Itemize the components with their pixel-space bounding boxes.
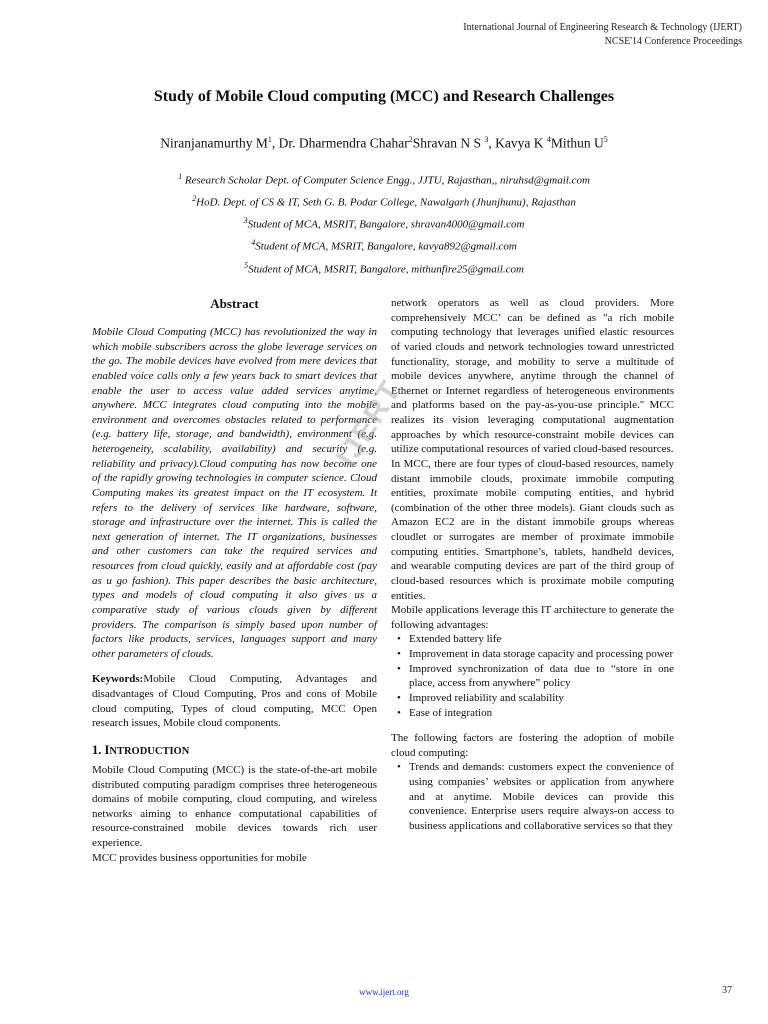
right-column xyxy=(391,296,674,834)
body-paragraph: The following factors are fostering the adoption of mobile cloud computing: xyxy=(391,732,674,759)
affiliation-sup: 4 xyxy=(251,238,256,248)
author-name: Kavya K xyxy=(495,135,547,151)
footer-url-link[interactable]: www.ijert.org xyxy=(359,987,409,997)
keywords-text: Mobile Cloud Computing, Advantages and disadvantages of Cloud Computing, Pros and cons of Mobile cloud computing, Types of cloud computing, MCC Open research issues, Mobile cloud components. xyxy=(92,673,377,730)
author-sup: 2 xyxy=(408,135,413,144)
author-sup: 1 xyxy=(267,135,272,144)
author-name: Mithun U xyxy=(550,135,604,151)
section-initial: I xyxy=(104,742,110,757)
list-item: • Improved synchronization of data due to “store in one place, access from anywhere” policy xyxy=(391,662,674,691)
section-number: 1. xyxy=(92,742,105,757)
author-sep: , xyxy=(271,135,279,151)
left-column xyxy=(92,296,377,865)
list-item: • Ease of integration xyxy=(391,706,674,721)
author-sup: 3 xyxy=(484,135,489,144)
affiliation-sup: 3 xyxy=(243,216,248,226)
author-line xyxy=(0,135,768,152)
body-paragraph: network operators as well as cloud providers. More comprehensively MCC’ can be defined as "a rich mobile computing technology that leverages unified elastic resources of varied clouds and network technologies toward unrestricted functionality, storage, and mobility to serve a multitude of mobile devices anywhere, anytime through the channel of Ethernet or Internet regardless of heterogeneous environments and platforms based on the pay-as-you-use principle." MCC realizes its vision leveraging computational augmentation approaches by which resource-constraint mobile devices can utilize computational resources of varied cloud-based resources. xyxy=(391,297,674,456)
body-paragraph: In MCC, there are four types of cloud-based resources, namely distant immobile clouds, proximate immobile computing entities, proximate mobile computing entities, and hybrid (combination of the other three models). Giant clouds such as Amazon EC2 are in the distant immobile groups whereas cloudlet or surrogates are member of proximate immobile computing entities. Smartphone’s, tablets, handheld devices, and wearable computing devices are part of the third group of cloud-based resources which is proximate mobile computing entities. xyxy=(391,457,674,602)
section-heading-introduction xyxy=(92,743,377,758)
intro-paragraph: MCC provides business opportunities for mobile xyxy=(92,851,307,864)
author-sup: 4 xyxy=(546,135,551,144)
author-name: Dr. Dharmendra Chahar xyxy=(278,135,409,151)
page-number: 37 xyxy=(722,985,732,996)
list-item: • Improvement in data storage capacity and processing power xyxy=(391,647,674,662)
author-name: Shravan N S xyxy=(412,135,485,151)
watermark: IJERT xyxy=(330,374,409,473)
affiliation-text: HoD. Dept. of CS & IT, Seth G. B. Podar College, Nawalgarh (Jhunjhunu), Rajasthan xyxy=(196,196,576,209)
paper-title: Study of Mobile Cloud computing (MCC) and Research Challenges xyxy=(153,88,615,105)
affiliation-sup: 2 xyxy=(192,194,197,204)
affiliation-text: Research Scholar Dept. of Computer Science Engg., JJTU, Rajasthan,, niruhsd@gmail.com xyxy=(182,174,590,187)
proceedings-name: NCSE'14 Conference Proceedings xyxy=(604,36,742,47)
list-item: • Trends and demands: customers expect the convenience of using companies’ websites or application from anywhere and at anytime. Mobile devices can provide this convenience. Enterprise users require always-on access to business applications and collaborative services so that they xyxy=(391,760,674,833)
factors-list xyxy=(391,760,674,833)
author-sep: , xyxy=(488,135,496,151)
journal-name: International Journal of Engineering Research & Technology (IJERT) xyxy=(463,22,742,33)
affiliation-line xyxy=(0,212,768,234)
body-paragraph: Mobile applications leverage this IT architecture to generate the following advantages: xyxy=(391,604,674,631)
affiliation-line xyxy=(0,168,768,190)
author-sup: 5 xyxy=(603,135,608,144)
abstract-text: Mobile Cloud Computing (MCC) has revolutionized the way in which mobile subscribers across the globe leverage services on the go. The mobile devices have evolved from mere devices that enabled voice calls only a few years back to smart devices that enable the user to access value added services anytime, anywhere. MCC integrates cloud computing into the mobile environment and overcomes obstacles related to performance (e.g. battery life, storage, and bandwidth), environment (e.g. heterogeneity, scalability, availability) and security (e.g. reliability and privacy).Cloud computing has now become one of the rapidly growing technologies in computer science. Cloud Computing makes its greatest impact on the IT ecosystem. It refers to the delivery of services like hardware, software, storage and infrastructure over the internet. This is called the next generation of internet. The IT organizations, businesses and other customers can take the required services and resources from cloud quickly, easily and at affordable cost (pay as u go fashion). This paper describes the basic architecture, types and models of cloud computing it also gives us a comparative study of various clouds given by different providers. The comparison is simply based upon number of factors like products, services, languages support and many other parameters of clouds. xyxy=(92,326,377,660)
running-head xyxy=(463,21,742,49)
abstract-heading: Abstract xyxy=(210,296,259,311)
section-rest: NTRODUCTION xyxy=(109,745,190,757)
affiliation-sup: 1 xyxy=(178,172,183,181)
affiliation-line xyxy=(0,234,768,256)
affiliation-sup: 5 xyxy=(244,260,249,270)
affiliation-line xyxy=(0,190,768,212)
list-item: • Improved reliability and scalability xyxy=(391,691,674,706)
affiliations xyxy=(0,168,768,279)
intro-paragraph: Mobile Cloud Computing (MCC) is the state-of-the-art mobile distributed computing paradigm comprises three heterogeneous domains of mobile computing, cloud computing, and wireless networks aiming to enhance computational capabilities of resource-constrained mobile devices towards rich user experience. xyxy=(92,763,377,849)
advantages-list xyxy=(391,632,674,720)
affiliation-line xyxy=(0,257,768,279)
affiliation-text: Student of MCA, MSRIT, Bangalore, shravan4000@gmail.com xyxy=(247,218,525,231)
author-name: Niranjanamurthy M xyxy=(160,135,268,151)
affiliation-text: Student of MCA, MSRIT, Bangalore, kavya892@gmail.com xyxy=(255,241,517,254)
keywords-label: Keywords: xyxy=(92,673,144,686)
keywords xyxy=(92,672,377,731)
affiliation-text: Student of MCA, MSRIT, Bangalore, mithunfire25@gmail.com xyxy=(248,263,524,276)
list-item: • Extended battery life xyxy=(391,632,674,647)
